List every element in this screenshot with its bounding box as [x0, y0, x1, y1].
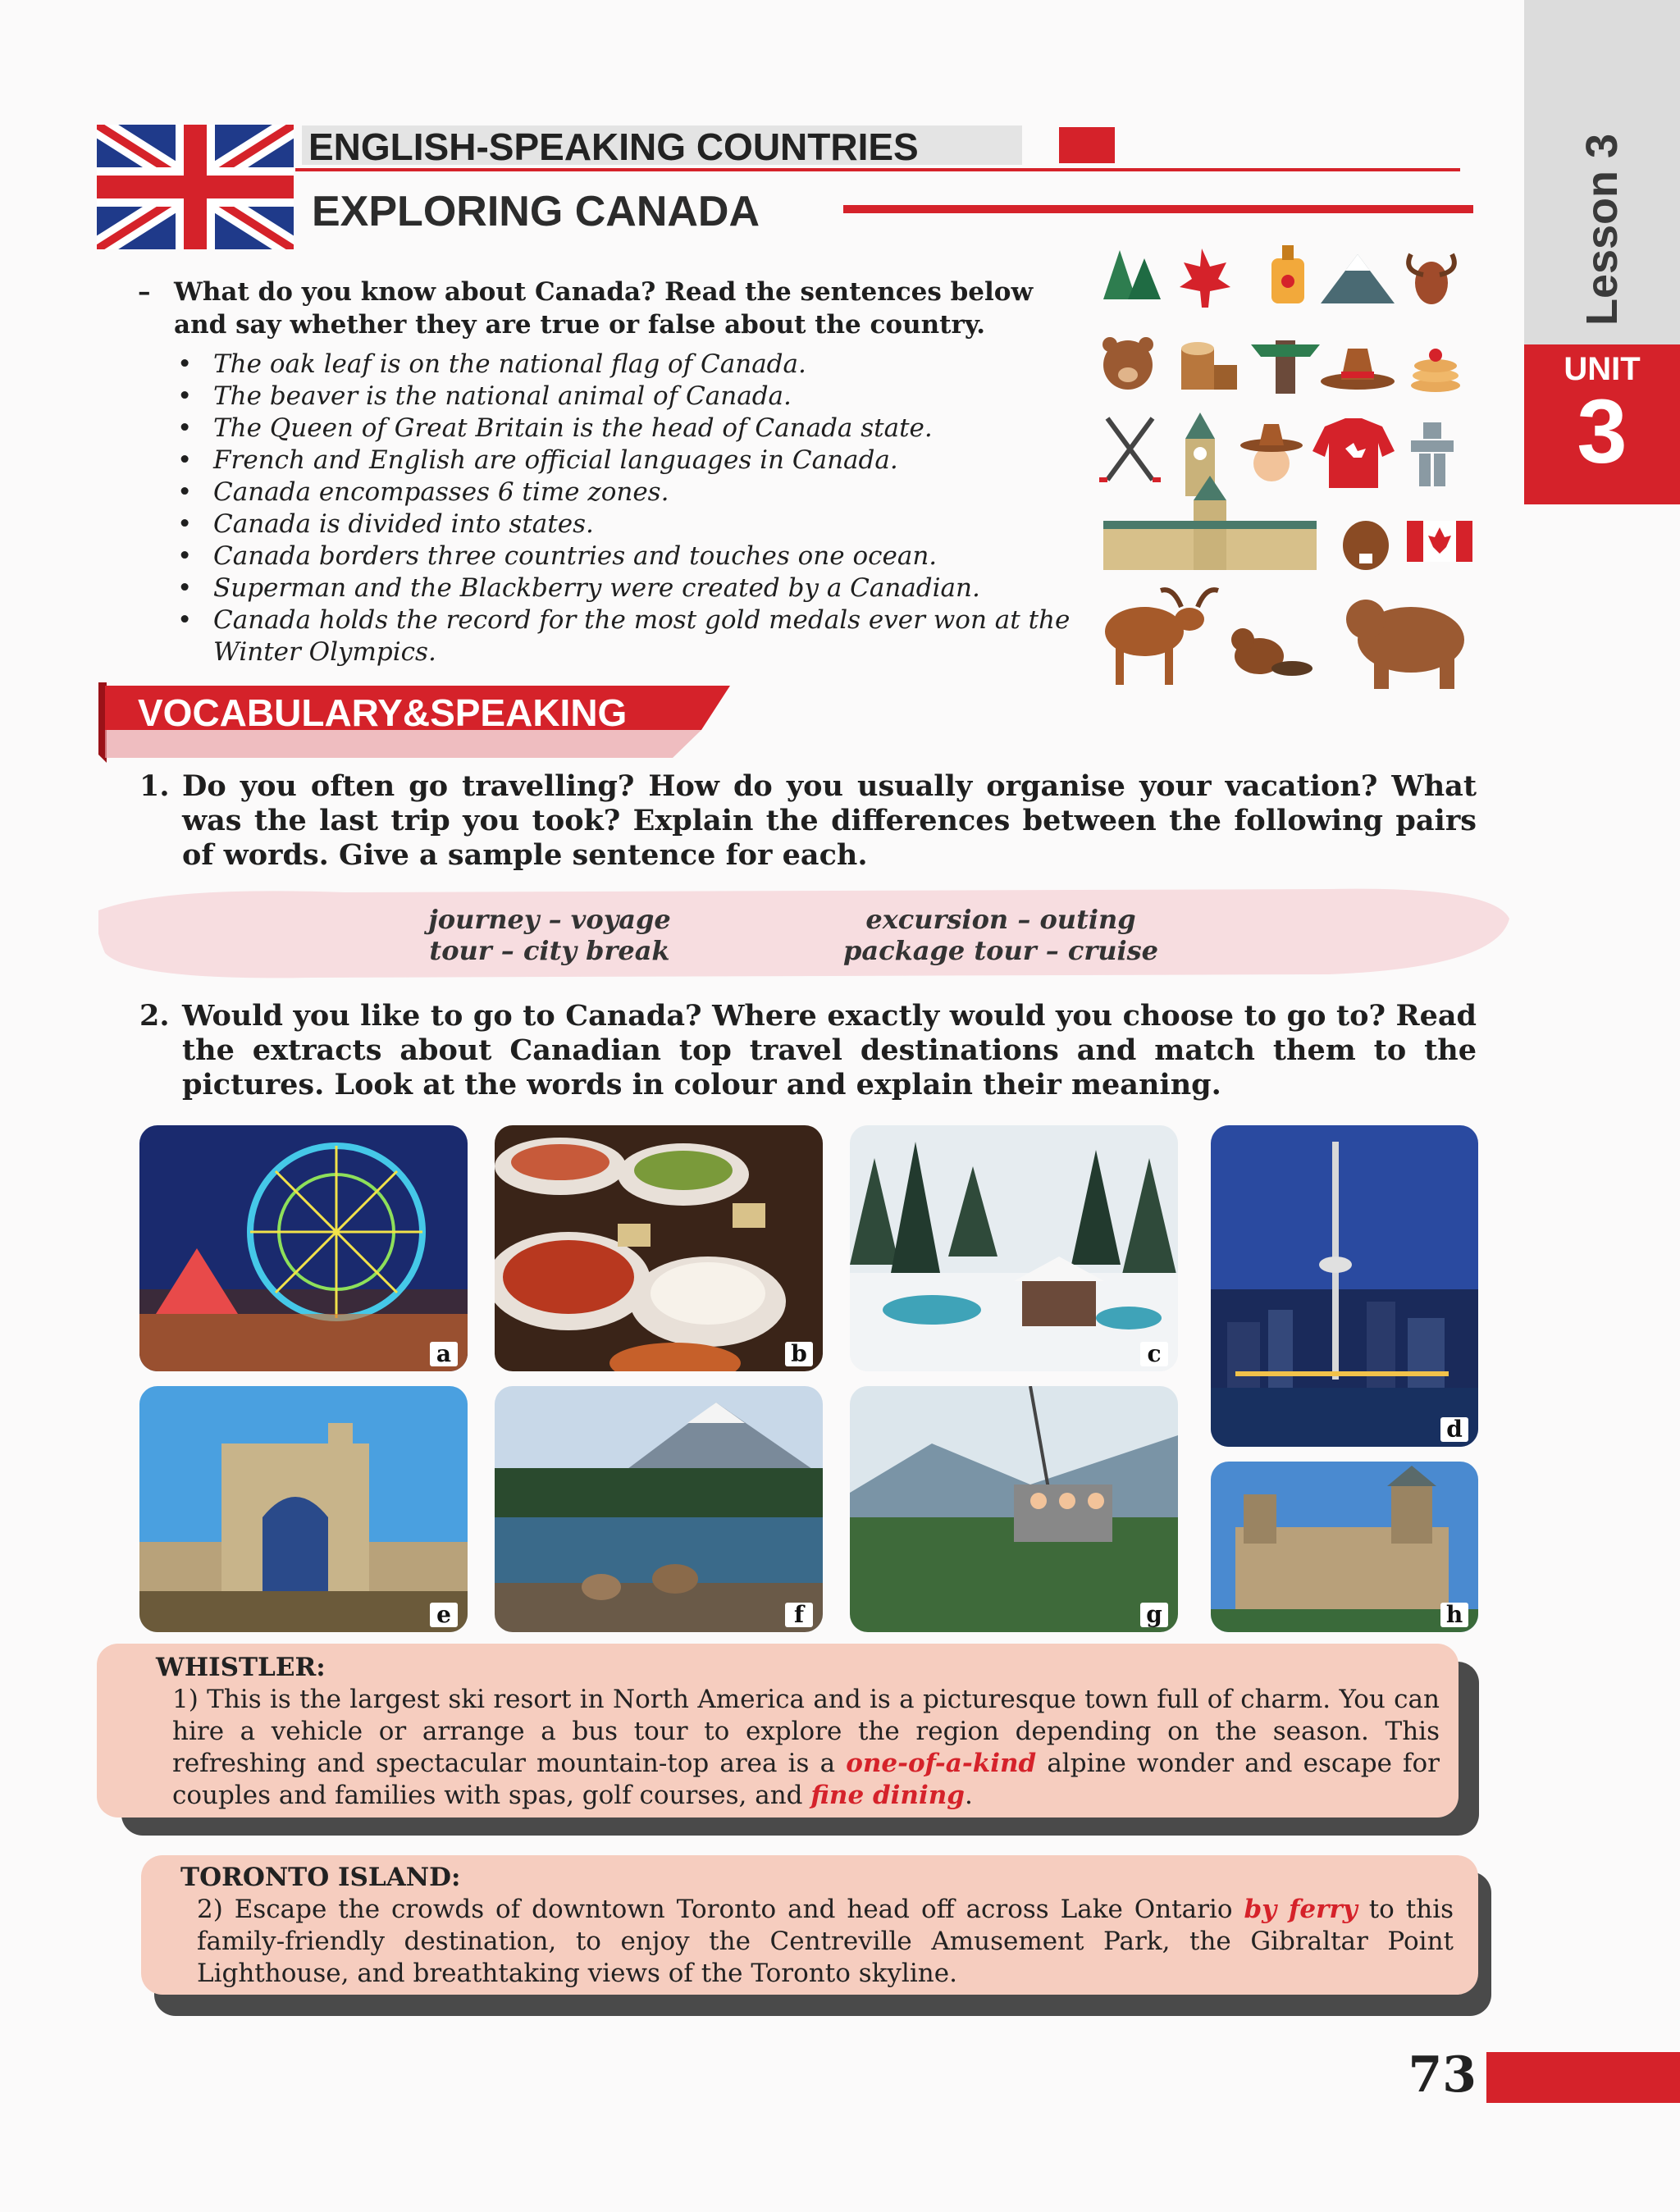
list-item: • Canada borders three countries and touches one ocean. — [177, 540, 1096, 572]
list-item: • The Queen of Great Britain is the head of Canada state. — [177, 413, 1096, 445]
moose-icon — [1105, 590, 1218, 685]
facts-list — [177, 349, 1096, 668]
photo-ferris-wheel — [139, 1125, 468, 1371]
word-pair: tour – city break — [429, 935, 670, 966]
intro-question — [138, 276, 1073, 341]
photo-label: c — [1140, 1342, 1168, 1366]
intro-question-text: What do you know about Canada? Read the sentences below and say whether they are true or false about the country. — [174, 277, 1034, 340]
canada-icons-illustration — [1095, 226, 1481, 701]
mountie-hat-icon — [1321, 349, 1395, 390]
inukshuk-icon — [1411, 422, 1454, 486]
bear-head-icon — [1102, 337, 1153, 390]
whistler-paragraph: 1) This is the largest ski resort in North America and is a picturesque town full of charm. You can hire a vehicle or arrange a bus tour to explore the region depending on the season. This refreshing and spectacular mountain-top area is a one-of-a-kind alpine wonder and escape for couples and families with spas, golf courses, and fine dining. — [172, 1685, 1440, 1810]
pancakes-icon — [1411, 349, 1460, 392]
divider — [295, 168, 1460, 171]
list-item: • French and English are official languages in Canada. — [177, 445, 1096, 477]
highlight-word: by ferry — [1244, 1895, 1358, 1924]
word-band — [98, 878, 1509, 984]
page-number-bar — [1486, 2052, 1680, 2103]
whistler-text — [156, 1652, 1440, 1812]
photo-label: g — [1140, 1603, 1168, 1627]
task-number: 2. — [139, 999, 170, 1033]
maple-syrup-icon — [1271, 245, 1304, 303]
hockey-sticks-icon — [1099, 418, 1161, 480]
task-text: Would you like to go to Canada? Where exactly would you choose to go to? Read the extracts about Canadian top travel destinations and match them to the pictures. Look at the words in colour and explain their meaning. — [182, 999, 1477, 1101]
photo-label: h — [1440, 1603, 1468, 1627]
photo-toronto-skyline — [1211, 1125, 1478, 1447]
toronto-text — [180, 1862, 1454, 1990]
task-text: Do you often go travelling? How do you usually organise your vacation? What was the last trip you took? Explain the differences between the following pairs of words. Give a sample sentence for each. — [182, 769, 1477, 872]
maple-leaf-icon — [1180, 249, 1230, 308]
list-item: • Superman and the Blackberry were created by a Canadian. — [177, 572, 1096, 604]
totem-icon — [1251, 340, 1320, 394]
list-item: • The beaver is the national animal of Canada. — [177, 381, 1096, 413]
task-1 — [139, 769, 1477, 873]
uk-flag-icon — [97, 125, 294, 249]
mountains-icon — [1321, 254, 1395, 303]
section-topic: ENGLISH-SPEAKING COUNTRIES — [308, 125, 919, 168]
highlight-word: fine dining — [810, 1781, 965, 1810]
list-item: • Canada is divided into states. — [177, 509, 1096, 540]
logs-icon — [1181, 342, 1237, 390]
beaver-icon — [1231, 628, 1312, 676]
page-number: 73 — [1408, 2046, 1477, 2104]
red-marker — [1059, 127, 1115, 163]
word-pair: excursion – outing — [865, 904, 1136, 935]
photo-chairlift — [850, 1386, 1178, 1632]
pine-trees-icon — [1103, 250, 1161, 299]
lesson-label: Lesson 3 — [1577, 133, 1627, 326]
word-pair: journey – voyage — [428, 904, 671, 935]
task-number: 1. — [139, 769, 170, 803]
unit-number: 3 — [1577, 381, 1628, 482]
list-item: • Canada holds the record for the most gold medals ever won at the Winter Olympics. — [177, 604, 1096, 668]
photo-casa-loma — [1211, 1462, 1478, 1632]
beaver-head-icon — [1343, 521, 1389, 570]
hockey-jersey-icon — [1312, 418, 1395, 488]
photo-label: f — [785, 1603, 813, 1627]
list-item: • The oak leaf is on the national flag of Canada. — [177, 349, 1096, 381]
photo-label: b — [785, 1342, 813, 1366]
list-item: • Canada encompasses 6 time zones. — [177, 477, 1096, 509]
intro-dash: – — [138, 277, 151, 307]
toronto-title: TORONTO ISLAND: — [180, 1863, 461, 1892]
whistler-box — [97, 1644, 1463, 1828]
photo-food — [495, 1125, 823, 1371]
photo-princes-gates — [139, 1386, 468, 1632]
whistler-title: WHISTLER: — [156, 1653, 326, 1682]
unit-badge — [1524, 344, 1680, 504]
moose-head-icon — [1408, 254, 1454, 304]
section-heading: VOCABULARY&SPEAKING — [138, 691, 628, 734]
bear-icon — [1346, 600, 1464, 689]
mountie-face-icon — [1240, 424, 1303, 481]
toronto-paragraph: 2) Escape the crowds of downtown Toronto and head off across Lake Ontario by ferry to this family-friendly destination, to enjoy the Centreville Amusement Park, the Gibraltar Point Lighthouse, and breathtaking views of the Toronto skyline. — [197, 1895, 1454, 1988]
photo-snowy-spa — [850, 1125, 1178, 1371]
title-underline — [843, 205, 1473, 213]
canada-flag-icon — [1407, 521, 1472, 562]
page-title: EXPLORING CANADA — [312, 188, 760, 235]
photo-label: e — [430, 1603, 458, 1627]
photo-banff-lake — [495, 1386, 823, 1632]
parliament-building-icon — [1103, 476, 1317, 570]
toronto-box — [141, 1855, 1495, 2019]
photo-label: a — [430, 1342, 458, 1366]
unit-word: UNIT — [1564, 351, 1641, 387]
highlight-word: one-of-a-kind — [846, 1749, 1037, 1778]
word-pair: package tour – cruise — [842, 935, 1159, 966]
task-2 — [139, 999, 1477, 1102]
photo-label: d — [1440, 1417, 1468, 1442]
